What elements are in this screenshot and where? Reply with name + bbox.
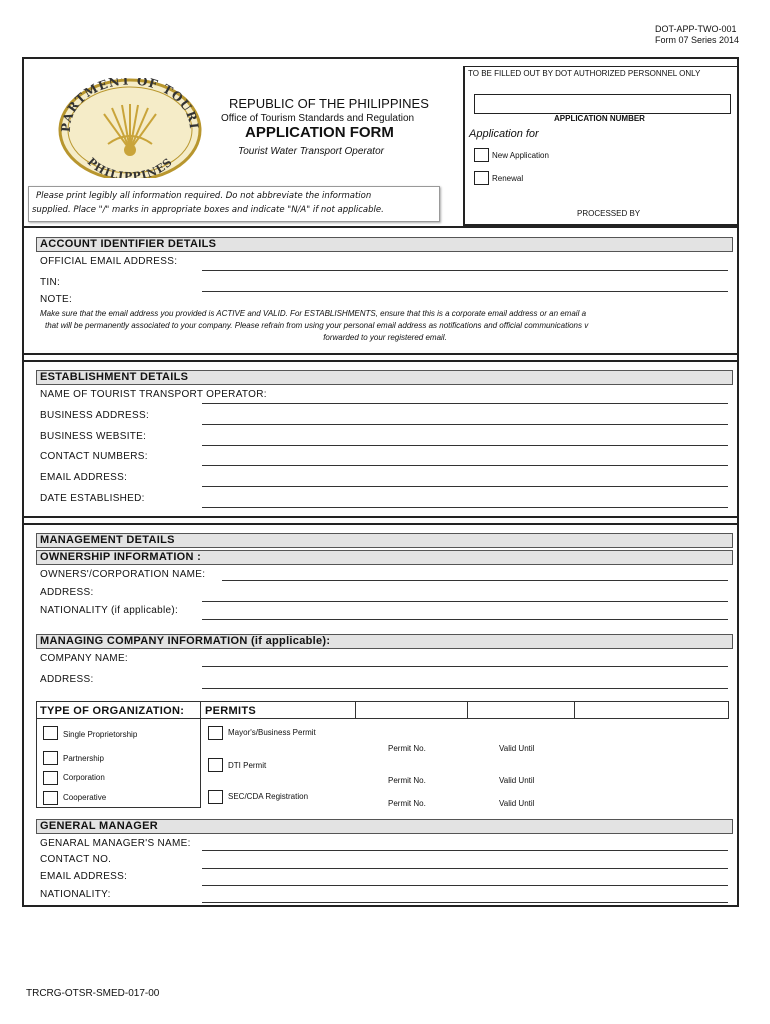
contact-numbers-field[interactable] — [202, 465, 728, 466]
gm-contact-label: CONTACT NO. — [40, 854, 112, 865]
application-number-label: APPLICATION NUMBER — [554, 114, 645, 123]
owner-address-field[interactable] — [202, 601, 728, 602]
section-divider — [22, 360, 739, 362]
republic-title: REPUBLIC OF THE PHILIPPINES — [229, 96, 429, 111]
single-proprietorship-checkbox[interactable] — [43, 726, 58, 740]
valid-until-label: Valid Until — [499, 799, 535, 808]
mayors-permit-label: Mayor's/Business Permit — [228, 728, 316, 737]
seal-bottom-text: PHILIPPINES — [84, 155, 176, 178]
section-divider — [22, 353, 739, 355]
nationality-label: NATIONALITY (if applicable): — [40, 605, 179, 616]
partnership-checkbox[interactable] — [43, 751, 58, 765]
mayors-permit-checkbox[interactable] — [208, 726, 223, 740]
organization-type-heading: TYPE OF ORGANIZATION: — [40, 705, 185, 717]
gm-name-label: GENARAL MANAGER'S NAME: — [40, 838, 191, 849]
instructions-line-1: Please print legibly all information required. Do not abbreviate the information — [36, 191, 372, 201]
tin-field[interactable] — [202, 291, 728, 292]
sec-cda-label: SEC/CDA Registration — [228, 792, 309, 801]
gm-email-label: EMAIL ADDRESS: — [40, 871, 128, 882]
single-proprietorship-label: Single Proprietorship — [63, 730, 138, 739]
renewal-label: Renewal — [492, 174, 524, 183]
operator-name-label: NAME OF TOURIST TRANSPORT OPERATOR: — [40, 389, 267, 400]
owners-name-field[interactable] — [222, 580, 728, 581]
office-name: Office of Tourism Standards and Regulation — [221, 113, 415, 124]
form-subtitle: Tourist Water Transport Operator — [238, 146, 384, 157]
business-address-field[interactable] — [202, 424, 728, 425]
gm-name-field[interactable] — [202, 850, 728, 851]
note-line-3: forwarded to your registered email. — [323, 333, 447, 342]
dot-seal — [52, 78, 202, 178]
owner-address-label: ADDRESS: — [40, 587, 94, 598]
management-section-heading: MANAGEMENT DETAILS — [36, 533, 733, 548]
general-manager-heading: GENERAL MANAGER — [36, 819, 733, 834]
section-divider — [22, 226, 739, 228]
ownership-heading: OWNERSHIP INFORMATION : — [36, 550, 733, 565]
seal-top-text: PARTMENT OF TOURI — [58, 78, 202, 133]
dti-permit-checkbox[interactable] — [208, 758, 223, 772]
corporation-checkbox[interactable] — [43, 771, 58, 785]
gm-nationality-field[interactable] — [202, 902, 728, 903]
business-website-field[interactable] — [202, 445, 728, 446]
company-name-field[interactable] — [202, 666, 728, 667]
renewal-checkbox[interactable] — [474, 171, 489, 185]
date-established-field[interactable] — [202, 507, 728, 508]
application-for-label: Application for — [469, 128, 539, 140]
sec-cda-checkbox[interactable] — [208, 790, 223, 804]
managing-company-heading: MANAGING COMPANY INFORMATION (if applicable): — [36, 634, 733, 649]
dti-permit-label: DTI Permit — [228, 761, 267, 770]
admin-divider — [463, 66, 465, 226]
column-divider — [467, 701, 468, 719]
establishment-email-label: EMAIL ADDRESS: — [40, 472, 128, 483]
gm-email-field[interactable] — [202, 885, 728, 886]
cooperative-label: Cooperative — [63, 793, 107, 802]
cooperative-checkbox[interactable] — [43, 791, 58, 805]
permit-no-label: Permit No. — [388, 744, 426, 753]
column-divider — [574, 701, 575, 719]
footer-code: TRCRG-OTSR-SMED-017-00 — [26, 988, 160, 999]
section-divider — [22, 516, 739, 518]
permit-no-label: Permit No. — [388, 799, 426, 808]
note-line-2: that will be permanently associated to your company. Please refrain from using your personal email address as notifications and official communications v — [45, 321, 589, 330]
note-line-1: Make sure that the email address you provided is ACTIVE and VALID. For ESTABLISHMENTS, ensure that this is a corporate email address or an email a — [40, 309, 587, 318]
business-address-label: BUSINESS ADDRESS: — [40, 410, 150, 421]
operator-name-field[interactable] — [202, 403, 728, 404]
business-website-label: BUSINESS WEBSITE: — [40, 431, 147, 442]
corporation-label: Corporation — [63, 773, 105, 782]
column-divider — [355, 701, 356, 719]
establishment-email-field[interactable] — [202, 486, 728, 487]
gm-contact-field[interactable] — [202, 868, 728, 869]
form-series: Form 07 Series 2014 — [655, 35, 740, 45]
company-address-field[interactable] — [202, 688, 728, 689]
new-application-label: New Application — [492, 151, 549, 160]
company-address-label: ADDRESS: — [40, 674, 94, 685]
official-email-field[interactable] — [202, 270, 728, 271]
instructions-line-2: supplied. Place "/" marks in appropriate boxes and indicate "N/A" if not applicable. — [32, 205, 384, 215]
note-label: NOTE: — [40, 294, 73, 305]
document-code: DOT-APP-TWO-001 — [655, 24, 737, 34]
establishment-section-heading: ESTABLISHMENT DETAILS — [36, 370, 733, 385]
section-divider — [22, 523, 739, 525]
contact-numbers-label: CONTACT NUMBERS: — [40, 451, 148, 462]
personnel-only-note: TO BE FILLED OUT BY DOT AUTHORIZED PERSONNEL ONLY — [468, 69, 701, 78]
owners-name-label: OWNERS'/CORPORATION NAME: — [40, 569, 206, 580]
partnership-label: Partnership — [63, 754, 104, 763]
permit-no-label: Permit No. — [388, 776, 426, 785]
valid-until-label: Valid Until — [499, 776, 535, 785]
valid-until-label: Valid Until — [499, 744, 535, 753]
tin-label: TIN: — [40, 277, 61, 288]
gm-nationality-label: NATIONALITY: — [40, 889, 111, 900]
column-divider — [200, 701, 201, 719]
processed-by-label: PROCESSED BY — [577, 209, 641, 218]
nationality-field[interactable] — [202, 619, 728, 620]
account-section-heading: ACCOUNT IDENTIFIER DETAILS — [36, 237, 733, 252]
permits-heading: PERMITS — [205, 705, 256, 717]
official-email-label: OFFICIAL EMAIL ADDRESS: — [40, 256, 178, 267]
date-established-label: DATE ESTABLISHED: — [40, 493, 145, 504]
new-application-checkbox[interactable] — [474, 148, 489, 162]
company-name-label: COMPANY NAME: — [40, 653, 128, 664]
form-title: APPLICATION FORM — [245, 124, 394, 141]
admin-top-rule — [463, 66, 739, 67]
application-number-input[interactable] — [474, 94, 731, 114]
